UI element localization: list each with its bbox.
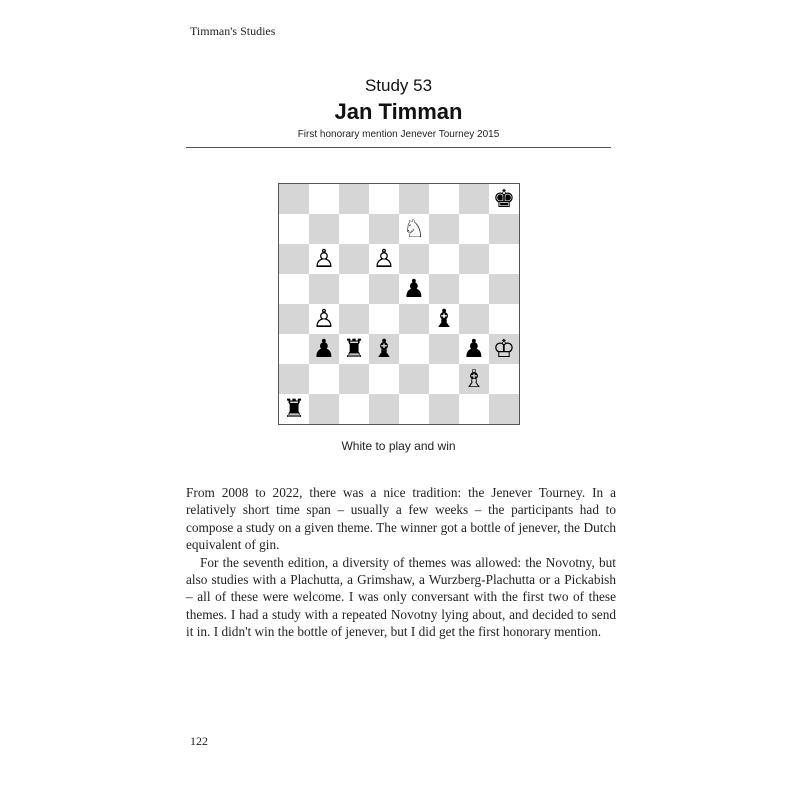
square-h6	[489, 244, 519, 274]
author-name: Jan Timman	[334, 99, 463, 124]
divider	[186, 147, 611, 148]
square-c3	[339, 334, 369, 364]
square-c5	[339, 274, 369, 304]
square-d5	[369, 274, 399, 304]
square-e8	[399, 184, 429, 214]
square-g2	[459, 364, 489, 394]
award-line: First honorary mention Jenever Tourney 2015	[297, 129, 500, 140]
square-a2	[279, 364, 309, 394]
square-f4	[429, 304, 459, 334]
square-a8	[279, 184, 309, 214]
white-bishop-icon: ♗	[462, 364, 486, 393]
square-g6	[459, 244, 489, 274]
square-f8	[429, 184, 459, 214]
square-c6	[339, 244, 369, 274]
square-g4	[459, 304, 489, 334]
black-king-icon: ♚	[492, 184, 516, 213]
square-f2	[429, 364, 459, 394]
square-b4	[309, 304, 339, 334]
square-h2	[489, 364, 519, 394]
square-c1	[339, 394, 369, 424]
square-c4	[339, 304, 369, 334]
square-g1	[459, 394, 489, 424]
square-d8	[369, 184, 399, 214]
square-a7	[279, 214, 309, 244]
square-b6	[309, 244, 339, 274]
square-e4	[399, 304, 429, 334]
square-a5	[279, 274, 309, 304]
square-d7	[369, 214, 399, 244]
paragraph-1: From 2008 to 2022, there was a nice tradition: the Jenever Tourney. In a relatively short time span – usually a few weeks – the participants had to compose a study on a given theme. The winner got a bottle of jenever, the Dutch equivalent of gin.	[186, 485, 616, 553]
square-g3	[459, 334, 489, 364]
square-f7	[429, 214, 459, 244]
black-bishop-icon: ♝	[432, 304, 456, 333]
square-e5	[399, 274, 429, 304]
black-pawn-icon: ♟	[462, 334, 486, 363]
square-h3	[489, 334, 519, 364]
square-f5	[429, 274, 459, 304]
square-h5	[489, 274, 519, 304]
square-h8	[489, 184, 519, 214]
square-b1	[309, 394, 339, 424]
diagram-caption: White to play and win	[341, 439, 456, 453]
square-g5	[459, 274, 489, 304]
square-a1	[279, 394, 309, 424]
square-g7	[459, 214, 489, 244]
white-pawn-icon: ♙	[312, 304, 336, 333]
square-e6	[399, 244, 429, 274]
black-rook-icon: ♜	[282, 394, 306, 423]
paragraph-2: For the seventh edition, a diversity of themes was allowed: the Novotny, but also studies with a Plachutta, a Grimshaw, a Wurzberg-Plachutta or a Pickabish – all of these were welcome. I was only conversant with the first two of these themes. I had a study with a repeated Novotny lying about, and decided to send it in. I didn't win the bottle of jenever, but I did get the first honorary mention.	[186, 554, 616, 640]
white-king-icon: ♔	[492, 334, 516, 363]
square-c2	[339, 364, 369, 394]
square-b2	[309, 364, 339, 394]
square-a4	[279, 304, 309, 334]
square-d4	[369, 304, 399, 334]
white-pawn-icon: ♙	[372, 244, 396, 273]
square-d3	[369, 334, 399, 364]
white-pawn-icon: ♙	[312, 244, 336, 273]
square-f3	[429, 334, 459, 364]
square-a6	[279, 244, 309, 274]
square-h7	[489, 214, 519, 244]
square-c7	[339, 214, 369, 244]
square-f1	[429, 394, 459, 424]
square-e1	[399, 394, 429, 424]
square-f6	[429, 244, 459, 274]
body-text	[186, 484, 616, 641]
chess-diagram	[278, 183, 520, 425]
black-rook-icon: ♜	[342, 334, 366, 363]
square-b3	[309, 334, 339, 364]
square-h4	[489, 304, 519, 334]
square-b8	[309, 184, 339, 214]
black-pawn-icon: ♟	[402, 274, 426, 303]
white-knight-icon: ♘	[402, 214, 426, 243]
square-h1	[489, 394, 519, 424]
square-e7	[399, 214, 429, 244]
black-pawn-icon: ♟	[312, 334, 336, 363]
running-header: Timman's Studies	[190, 24, 276, 38]
square-b5	[309, 274, 339, 304]
board-grid	[279, 184, 519, 424]
square-d1	[369, 394, 399, 424]
square-e3	[399, 334, 429, 364]
study-number: Study 53	[364, 76, 433, 95]
square-e2	[399, 364, 429, 394]
page-number: 122	[190, 734, 208, 748]
square-a3	[279, 334, 309, 364]
square-g8	[459, 184, 489, 214]
square-c8	[339, 184, 369, 214]
square-d2	[369, 364, 399, 394]
black-bishop-icon: ♝	[372, 334, 396, 363]
square-d6	[369, 244, 399, 274]
square-b7	[309, 214, 339, 244]
